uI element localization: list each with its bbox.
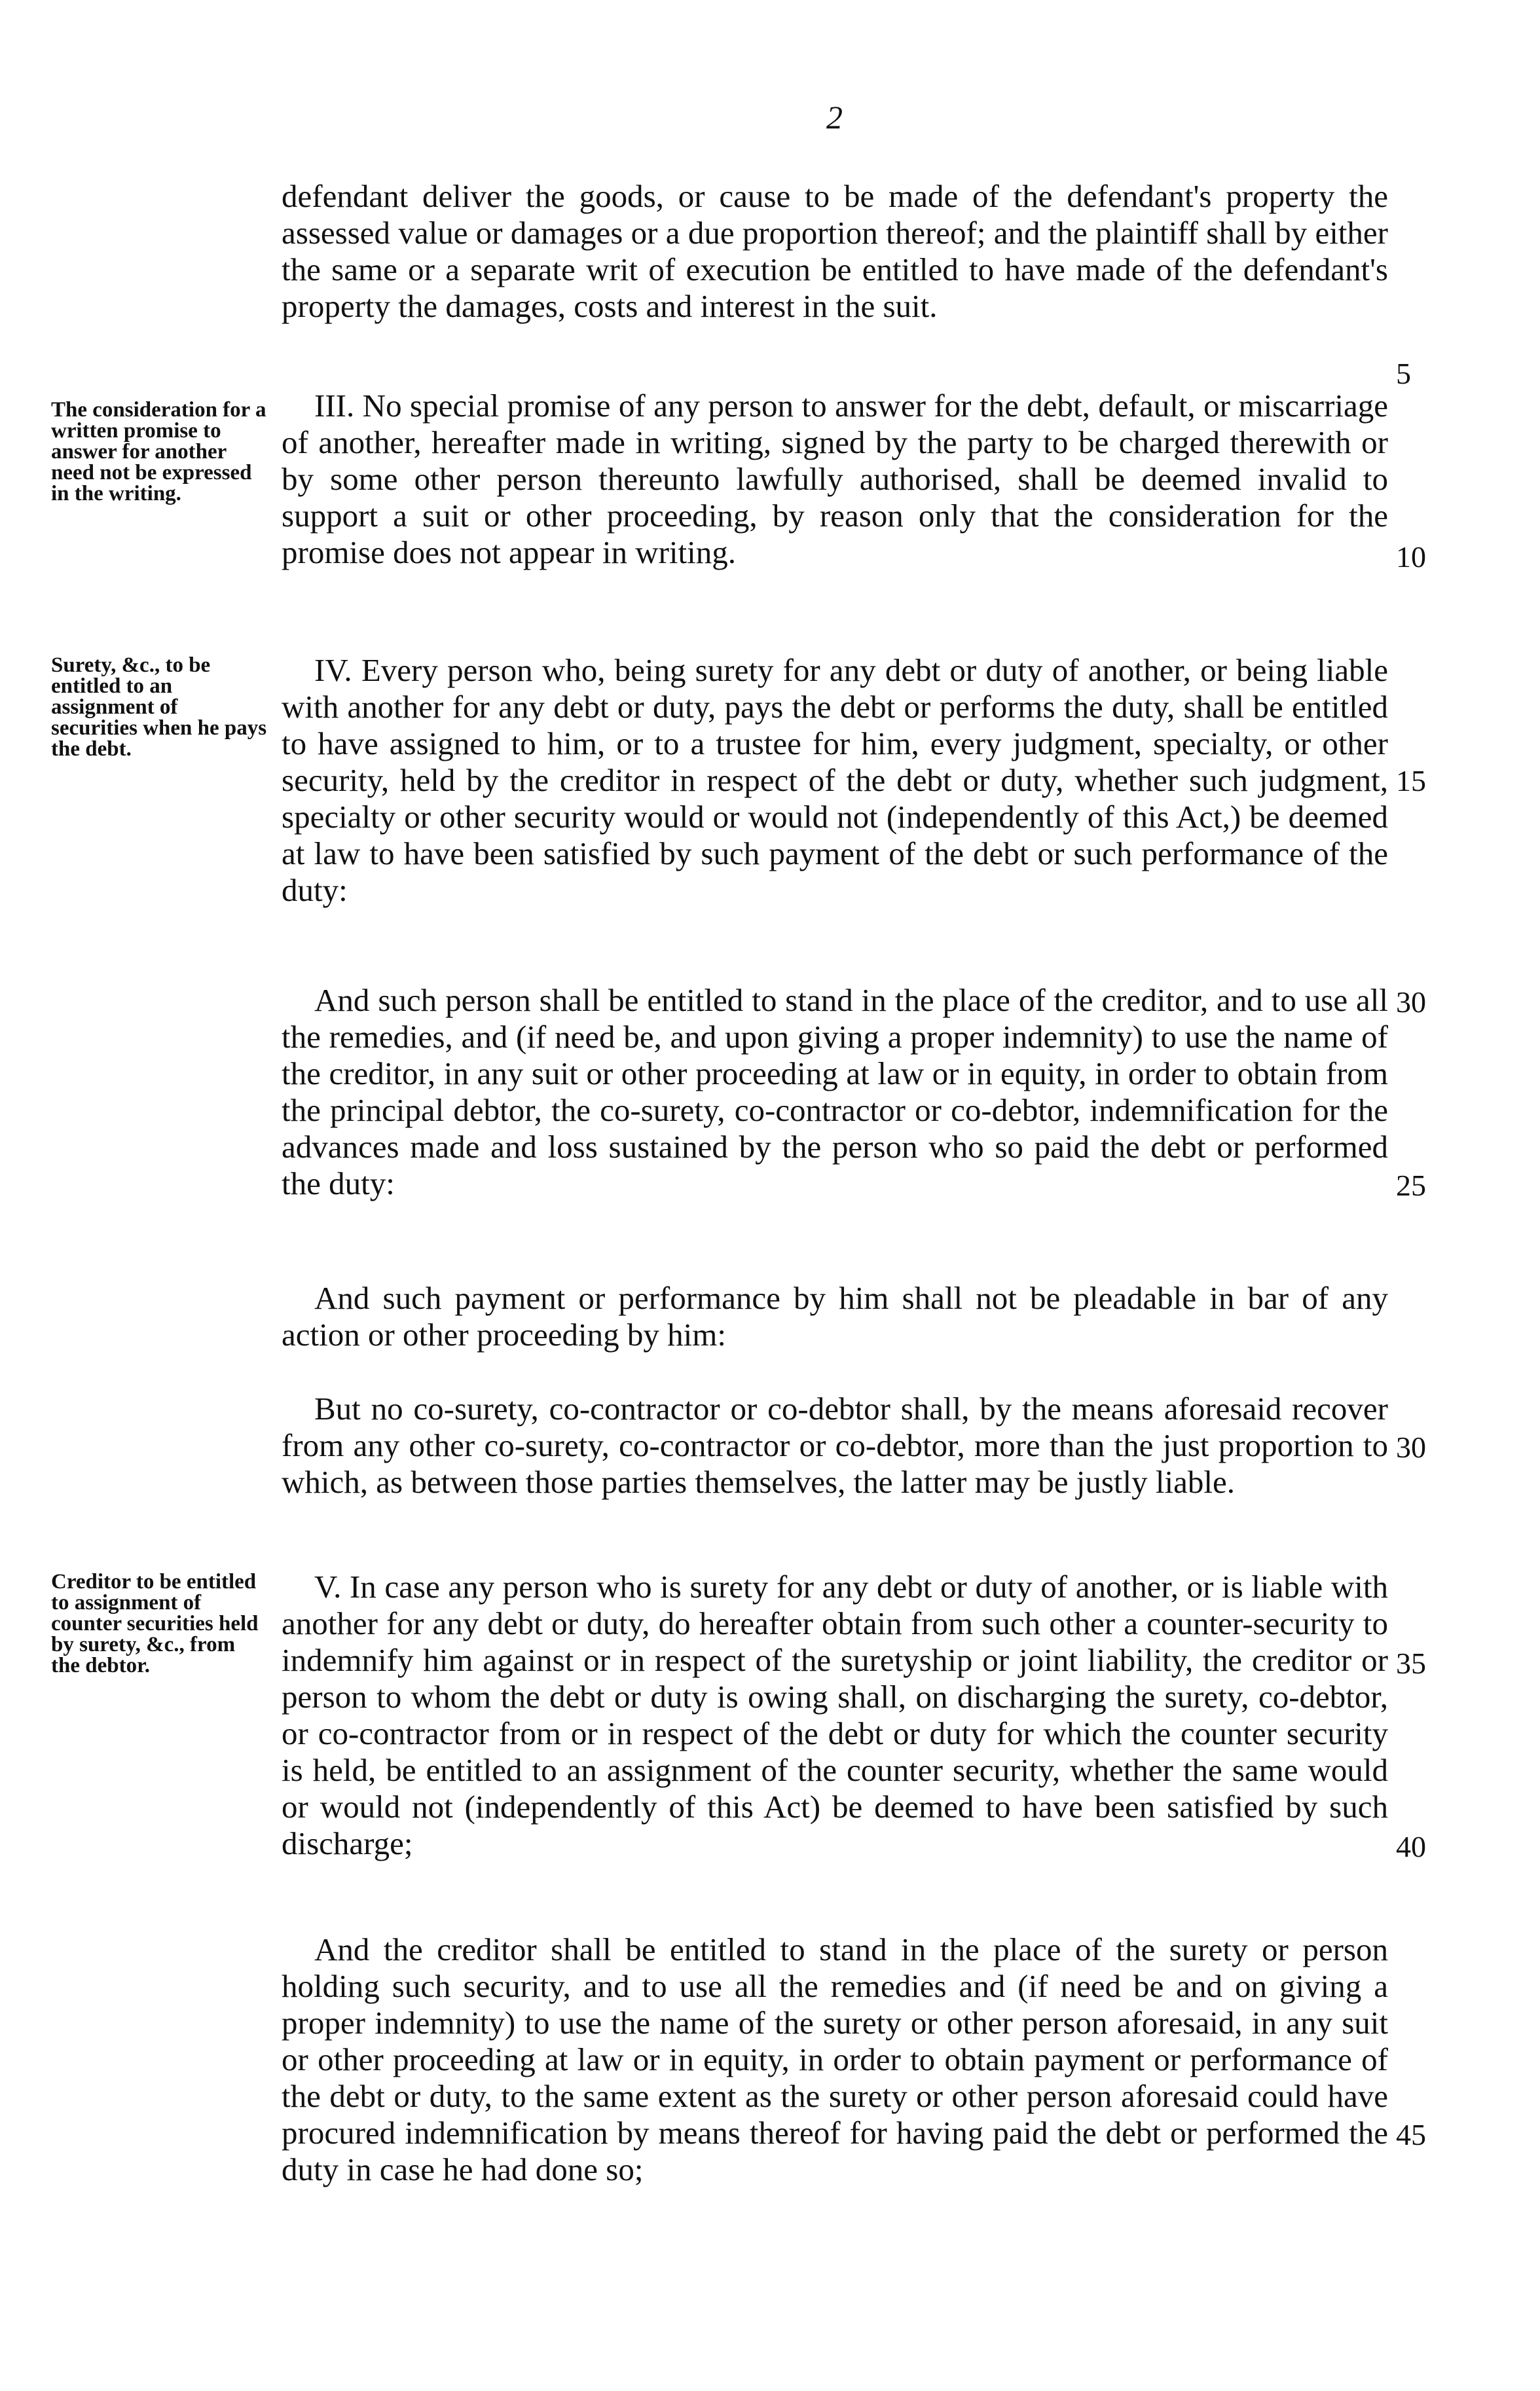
margin-note-surety-assignment: Surety, &c., to be entitled to an assignment of securities when he pays the debt. [51,653,267,761]
line-number: 25 [1396,1169,1426,1202]
paragraph-continuation: defendant deliver the goods, or cause to be made of the defendant's property the assessed value or damages or a due proportion thereof; and the plaintiff shall by either the same or a separate writ of execution be entitled to have made of the defendant's property the damages, costs and interest in the suit. [282,178,1388,324]
paragraph-not-pleadable: And such payment or performance by him shall not be pleadable in bar of any action or other proceeding by him: [282,1280,1388,1353]
line-number: 40 [1396,1830,1426,1863]
paragraph-creditor-substitution: And the creditor shall be entitled to stand in the place of the surety or person holding such security, and to use all the remedies and (if need be and on giving a proper indemnity) to use the name of the surety or other person aforesaid, in any suit or other proceeding at law or in equity, in order to obtain payment or performance of the debt or duty, to the same extent as the surety or other person aforesaid could have procured indemnification by means thereof for having paid the debt or performed the duty in case he had done so; [282,1931,1388,2187]
paragraph-section-v: V. In case any person who is surety for any debt or duty of another, or is liable with another for any debt or duty, do hereafter obtain from such other a counter-security to indemnify him against or in respect of the suretyship or joint liability, the creditor or person to whom the debt or duty is owing shall, on discharging the surety, co-debtor, or co-contractor from or in respect of the debt or duty for which the counter security is held, be entitled to an assignment of the counter security, whether the same would or would not (independently of this Act) be deemed to have been satisfied by such discharge; [282,1569,1388,1861]
margin-note-consideration: The consideration for a written promise to answer for another need not be expressed in the writing. [51,398,266,505]
margin-note-counter-securities: Creditor to be entitled to assignment of counter securities held by surety, &c., from the debtor. [51,1570,259,1677]
line-number: 5 [1396,357,1411,390]
line-number: 10 [1396,540,1426,574]
paragraph-co-surety-limit: But no co-surety, co-contractor or co-debtor shall, by the means aforesaid recover from any other co-surety, co-contractor or co-debtor, more than the just proportion to which, as between those parties themselves, the latter may be justly liable. [282,1391,1388,1500]
paragraph-section-iii: III. No special promise of any person to answer for the debt, default, or miscarriage of another, hereafter made in writing, signed by the party to be charged therewith or by some other person thereunto lawfully authorised, shall be deemed invalid to support a suit or other proceeding, by reason only that the consideration for the promise does not appear in writing. [282,388,1388,570]
line-number: 30 [1396,985,1426,1019]
line-number: 15 [1396,764,1426,797]
line-number: 45 [1396,2118,1426,2151]
page-number: 2 [826,99,843,136]
line-number: 35 [1396,1647,1426,1680]
line-number: 30 [1396,1431,1426,1464]
paragraph-creditor-remedies: And such person shall be entitled to stand in the place of the creditor, and to use all the remedies, and (if need be, and upon giving a proper indemnity) to use the name of the creditor, in any suit or other proceeding at law or in equity, in order to obtain from the principal debtor, the co-surety, co-contractor or co-debtor, indemnification for the advances made and loss sustained by the person who so paid the debt or performed the duty: [282,982,1388,1201]
paragraph-section-iv: IV. Every person who, being surety for any debt or duty of another, or being liable with another for any debt or duty, pays the debt or performs the duty, shall be entitled to have assigned to him, or to a trustee for him, every judgment, specialty, or other security, held by the creditor in respect of the debt or duty, whether such judgment, specialty or other security would or would not (independently of this Act,) be deemed at law to have been satisfied by such payment of the debt or such performance of the duty: [282,652,1388,908]
